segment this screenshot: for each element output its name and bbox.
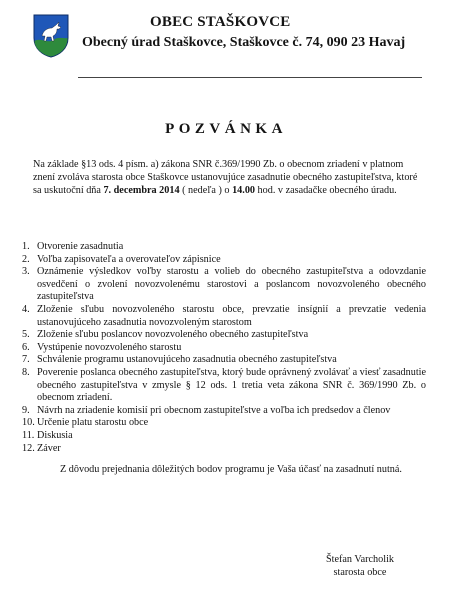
- agenda-item: [22, 304, 426, 329]
- intro-text-1: Na základe §13 ods. 4 písm. a) zákona SNR č.369/1990 Zb. o obecnom zriadení v platnom znení zvoláva starosta obce Staškovce ustanovujúce zasadnutie obecného zastupiteľstva, ktoré sa uskutoční dňa: [33, 159, 418, 196]
- agenda-item: [22, 342, 426, 355]
- agenda-item-text: Zloženie sľubu poslancov novozvoleného obecného zastupiteľstva: [37, 329, 309, 341]
- agenda-item: [22, 405, 426, 418]
- agenda-item-number: 11.: [22, 429, 35, 441]
- agenda-item: [22, 266, 426, 304]
- agenda-item: [22, 367, 426, 405]
- agenda-item-number: 6.: [22, 341, 30, 353]
- meeting-time: 14.00: [232, 185, 255, 196]
- intro-paragraph: [33, 158, 423, 197]
- agenda-item-text: Vystúpenie novozvoleného starostu: [37, 341, 182, 353]
- closing-note: Z dôvodu prejednania dôležitých bodov programu je Vaša účasť na zasadnutí nutná.: [60, 464, 402, 475]
- agenda-list: [22, 241, 426, 455]
- document-title: POZVÁNKA: [165, 121, 287, 137]
- agenda-item-number: 8.: [22, 366, 30, 378]
- agenda-item-text: Oznámenie výsledkov voľby starostu a volieb do obecného zastupiteľstva a odovzdanie osvedčení o zvolení novozvolenému starostovi a poslancom novozvoleného obecného zastupiteľstva: [37, 266, 426, 303]
- agenda-item-number: 10.: [22, 417, 35, 429]
- agenda-item-number: 2.: [22, 253, 30, 265]
- agenda-item: [22, 430, 426, 443]
- agenda-item-text: Zloženie sľubu novozvoleného starostu obce, prevzatie insígnií a prevzatie vedenia ustanovujúceho zasadnutia novozvoleným starostom: [37, 303, 426, 328]
- signature-block: [300, 553, 420, 579]
- agenda-item-number: 4.: [22, 303, 30, 315]
- agenda-item-text: Otvorenie zasadnutia: [37, 241, 124, 252]
- office-address: Obecný úrad Staškovce, Staškovce č. 74, 090 23 Havaj: [82, 35, 406, 50]
- agenda-item-text: Poverenie poslanca obecného zastupiteľstva, ktorý bude oprávnený zvolávať a viesť zasadnutie obecného zastupiteľstva v zmysle § 12 ods. 1 tretia veta zákona SNR č. 369/1990 Zb. o obecnom zriadení.: [37, 366, 426, 404]
- meeting-date: 7. decembra 2014: [103, 185, 180, 196]
- agenda-item: [22, 329, 426, 342]
- agenda-item-text: Určenie platu starostu obce: [37, 417, 149, 429]
- intro-text-3: hod. v zasadačke obecného úradu.: [255, 185, 397, 196]
- coat-of-arms-icon: [33, 14, 69, 58]
- agenda-item-number: 9.: [22, 404, 30, 416]
- intro-text-2: ( nedeľa ) o: [179, 185, 233, 196]
- agenda-item: [22, 354, 426, 367]
- agenda-item-number: 1.: [22, 241, 30, 252]
- agenda-item-number: 7.: [22, 354, 30, 366]
- agenda-item-text: Diskusia: [37, 429, 73, 441]
- signatory-name: Štefan Varcholik: [326, 554, 394, 565]
- agenda-item-text: Návrh na zriadenie komisií pri obecnom zastupiteľstve a voľba ich predsedov a členov: [37, 404, 391, 416]
- agenda-item-text: Voľba zapisovateľa a overovateľov zápisnice: [37, 253, 221, 265]
- agenda-item-text: Schválenie programu ustanovujúceho zasadnutia obecného zastupiteľstva: [37, 354, 337, 366]
- header-divider: [78, 77, 422, 78]
- agenda-item-number: 5.: [22, 329, 30, 341]
- agenda-item: [22, 417, 426, 430]
- agenda-item-number: 3.: [22, 266, 30, 278]
- municipality-title: OBEC STAŠKOVCE: [150, 14, 291, 30]
- agenda-item-text: Záver: [37, 442, 61, 454]
- agenda-item: [22, 254, 426, 267]
- agenda-item: [22, 443, 426, 456]
- signatory-role: starosta obce: [333, 567, 387, 578]
- agenda-item-number: 12.: [22, 442, 35, 454]
- agenda-item: [22, 241, 426, 254]
